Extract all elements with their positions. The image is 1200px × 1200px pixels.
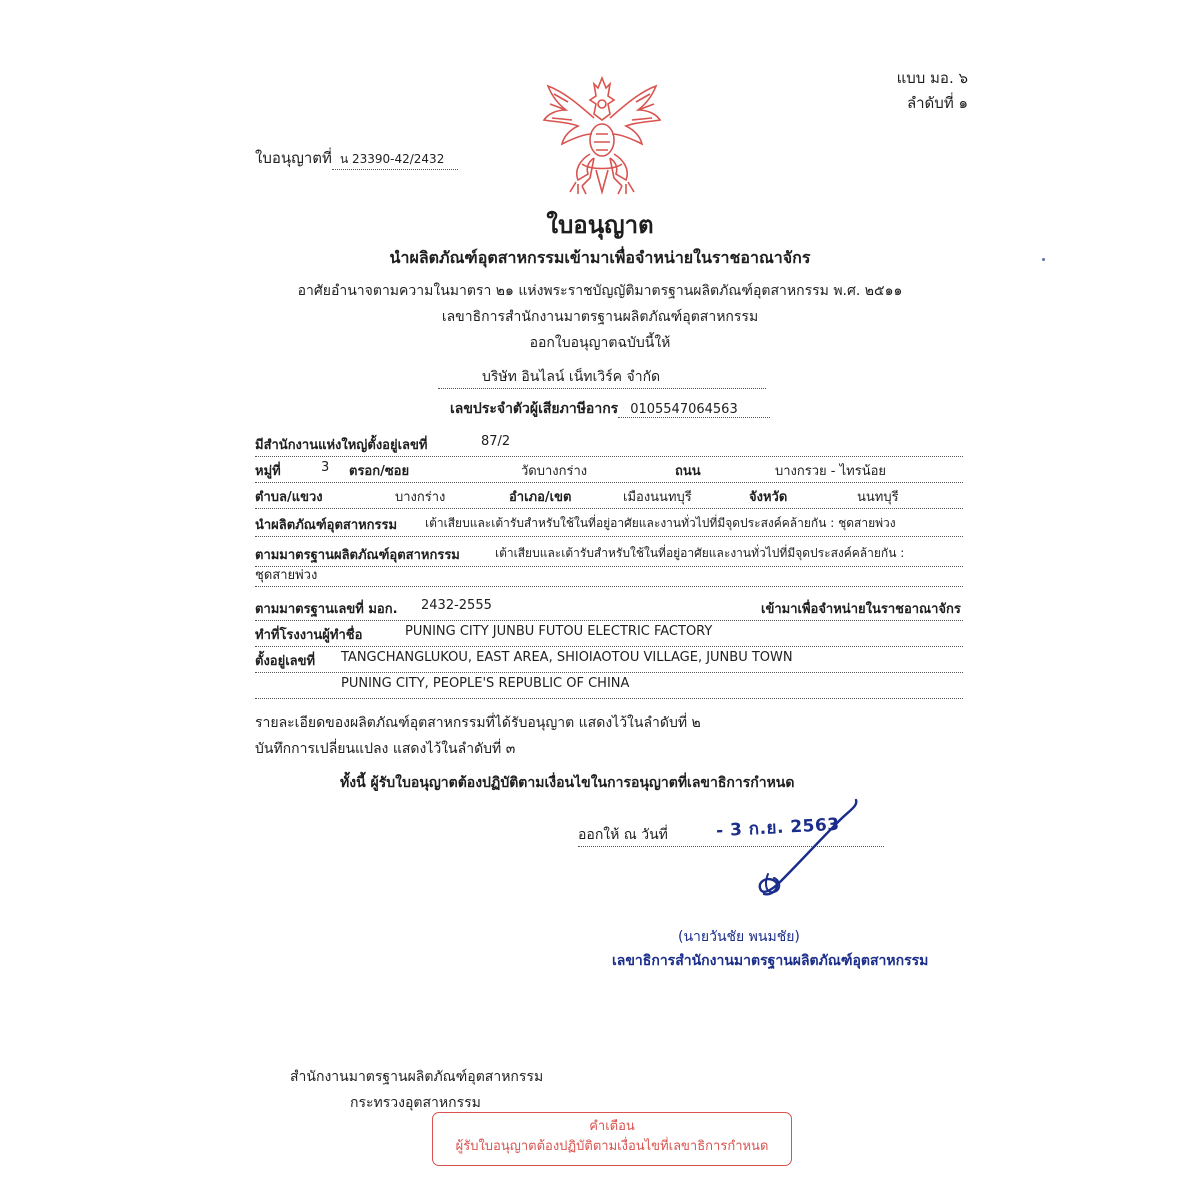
factory-address-line-2: PUNING CITY, PEOPLE'S REPUBLIC OF CHINA [341, 676, 630, 691]
road-label: ถนน [675, 464, 701, 479]
standard-number-suffix: เข้ามาเพื่อจำหน่ายในราชอาณาจักร [759, 598, 961, 619]
factory-address-row [255, 648, 963, 673]
factory-row [255, 622, 963, 647]
road-value: บางกรวย - ไทรน้อย [775, 464, 887, 479]
hq-address-row [255, 432, 963, 457]
district-value: เมืองนนทบุรี [623, 490, 692, 505]
form-reference [897, 66, 968, 116]
standard-label: ตามมาตรฐานผลิตภัณฑ์อุตสาหกรรม [255, 548, 460, 563]
street-row [255, 458, 963, 483]
subdistrict-label: ตำบล/แขวง [255, 490, 323, 505]
authority-line-3: ออกใบอนุญาตฉบับนี้ให้ [529, 335, 671, 351]
signer-name: (นายวันชัย พนมชัย) [678, 929, 800, 945]
district-label: อำเภอ/เขต [509, 490, 572, 505]
soi-value: วัดบางกร่าง [521, 464, 588, 479]
hq-label: มีสำนักงานแห่งใหญ่ตั้งอยู่เลขที่ [255, 438, 428, 453]
standard-number-row [255, 596, 963, 621]
warning-box [432, 1112, 792, 1166]
standard-value: เต้าเสียบและเต้ารับสำหรับใช้ในที่อยู่อาศัยและงานทั่วไปที่มีจุดประสงค์คล้ายกัน : [495, 546, 905, 560]
ink-dot [1042, 258, 1045, 261]
located-label: ตั้งอยู่เลขที่ [255, 654, 316, 669]
license-number-row [255, 146, 458, 170]
product-value: เต้าเสียบและเต้ารับสำหรับใช้ในที่อยู่อาศัยและงานทั่วไปที่มีจุดประสงค์คล้ายกัน : ชุดสายพ่วง [425, 516, 896, 530]
warning-title: คำเตือน [589, 1119, 635, 1134]
issuing-office: สำนักงานมาตรฐานผลิตภัณฑ์อุตสาหกรรม [290, 1069, 544, 1085]
factory-address-row-2 [255, 674, 963, 699]
moo-label: หมู่ที่ [255, 464, 281, 479]
standard-number-value: 2432-2555 [421, 598, 492, 613]
standard-number-label: ตามมาตรฐานเลขที่ มอก. [255, 602, 398, 617]
condition-note: ทั้งนี้ ผู้รับใบอนุญาตต้องปฏิบัติตามเงื่อนไขในการอนุญาตที่เลขาธิการกำหนด [340, 775, 795, 791]
district-row [255, 484, 963, 509]
changes-note: บันทึกการเปลี่ยนแปลง แสดงไว้ในลำดับที่ ๓ [255, 741, 516, 757]
tax-id-row [450, 398, 770, 420]
warning-text: ผู้รับใบอนุญาตต้องปฏิบัติตามเงื่อนไขที่เลขาธิการกำหนด [455, 1139, 769, 1154]
issue-date-label: ออกให้ ณ วันที่ [578, 827, 668, 843]
document-subtitle: นำผลิตภัณฑ์อุตสาหกรรมเข้ามาเพื่อจำหน่ายในราชอาณาจักร [389, 248, 811, 267]
signer-title: เลขาธิการสำนักงานมาตรฐานผลิตภัณฑ์อุตสาหกรรม [612, 953, 929, 969]
hq-number: 87/2 [481, 434, 511, 449]
authority-line-1: อาศัยอำนาจตามความในมาตรา ๒๑ แห่งพระราชบัญญัติมาตรฐานผลิตภัณฑ์อุตสาหกรรม พ.ศ. ๒๕๑๑ [297, 283, 903, 299]
company-name: บริษัท อินไลน์ เน็ทเวิร์ค จำกัด [438, 366, 766, 389]
signature-icon [740, 796, 864, 906]
sequence-number: ลำดับที่ ๑ [906, 94, 968, 112]
details-note: รายละเอียดของผลิตภัณฑ์อุตสาหกรรมที่ได้รับอนุญาต แสดงไว้ในลำดับที่ ๒ [255, 715, 701, 731]
tax-id-value: 0105547064563 [618, 402, 770, 418]
factory-address-line-1: TANGCHANGLUKOU, EAST AREA, SHIOIAOTOU VILLAGE, JUNBU TOWN [341, 650, 793, 665]
form-code: แบบ มอ. ๖ [896, 69, 968, 87]
product-row [255, 512, 963, 537]
standard-continued-row [255, 562, 963, 587]
subdistrict-value: บางกร่าง [395, 490, 446, 505]
standard-value-continued: ชุดสายพ่วง [255, 568, 318, 583]
moo-value: 3 [321, 460, 330, 475]
factory-name: PUNING CITY JUNBU FUTOU ELECTRIC FACTORY [405, 624, 713, 639]
soi-label: ตรอก/ซอย [349, 464, 410, 479]
factory-label: ทำที่โรงงานผู้ทำชื่อ [255, 628, 363, 643]
garuda-emblem-icon [538, 74, 666, 198]
province-label: จังหวัด [749, 490, 788, 505]
license-number-label: ใบอนุญาตที่ [255, 149, 332, 167]
document-title: ใบอนุญาต [546, 211, 654, 239]
license-number: น 23390-42/2432 [332, 150, 458, 170]
ministry: กระทรวงอุตสาหกรรม [350, 1095, 481, 1111]
product-label: นำผลิตภัณฑ์อุตสาหกรรม [255, 518, 398, 533]
tax-id-label: เลขประจำตัวผู้เสียภาษีอากร [450, 401, 619, 417]
province-value: นนทบุรี [857, 490, 899, 505]
issue-date-stamp: - 3 ก.ย. 2563 [715, 814, 841, 842]
authority-line-2: เลขาธิการสำนักงานมาตรฐานผลิตภัณฑ์อุตสาหกรรม [441, 309, 759, 325]
